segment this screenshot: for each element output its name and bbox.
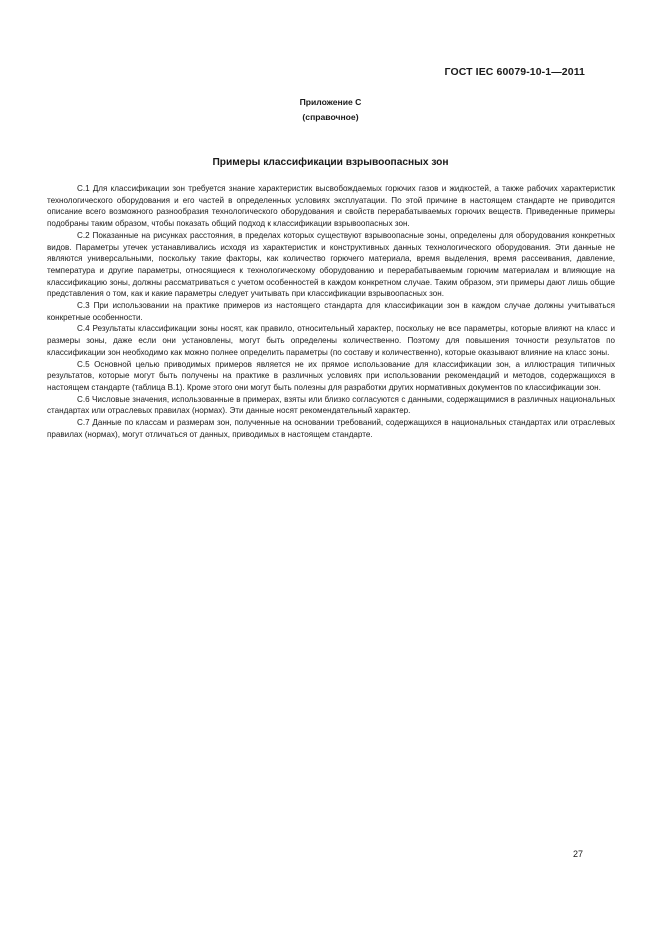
annex-label: Приложение С [299, 97, 362, 107]
page-title: Примеры классификации взрывоопасных зон [212, 157, 449, 168]
paragraph-c4: С.4 Результаты классификации зоны носят, как правило, относительный характер, поскольку не все параметры, которые влияют на класс и размеры зоны, даже если они установлены, могут быть определены количественно. Поэтому для повышения точности результатов по классификации зон необходимо как можно полнее определить параметры (по составу и количественно), которые оказывают влияние на класс зоны. [47, 324, 615, 357]
paragraph-c3: С.3 При использовании на практике примеров из настоящего стандарта для классификации зон в каждом случае должны учитываться конкретные особенности. [47, 301, 615, 322]
paragraph-c2: С.2 Показанные на рисунках расстояния, в пределах которых существуют взрывоопасные зоны, определены для оборудования конкретных видов. Параметры утечек устанавливались исходя из характеристик и конструктивных данных технологического оборудования. Эти данные не являются универсальными, поскольку такие факторы, как количество горючего материала, время выделения, время рассеивания, давление, температура и другие параметры, относящиеся к технологическому оборудованию и перерабатываемым горючим материалам и влияющие на классификацию зоны, должны рассматриваться с учетом особенностей в каждом конкретном случае. Таким образом, эти примеры дают лишь общие представления о том, как и какие параметры следует учитывать при классификации взрывоопасных зон. [47, 230, 615, 299]
annex-type: (справочное) [302, 112, 359, 122]
paragraph-c5: С.5 Основной целью приводимых примеров является не их прямое использование для классификации зон, а иллюстрация типичных результатов, которые могут быть получены на практике в различных условиях при использовании рекомендаций и методов, содержащихся в настоящем стандарте (таблица В.1). Кроме этого они могут быть полезны для разработки других нормативных документов по классификации зон. [47, 359, 615, 392]
document-code: ГОСТ IEC 60079-10-1—2011 [444, 66, 585, 78]
body-text [47, 183, 615, 440]
annex-heading [0, 95, 661, 125]
page-number: 27 [572, 849, 583, 859]
paragraph-c7: С.7 Данные по классам и размерам зон, полученные на основании требований, содержащихся в национальных стандартах или отраслевых правилах (нормах), могут отличаться от данных, приводимых в настоящем стандарте. [47, 418, 615, 439]
paragraph-c1: С.1 Для классификации зон требуется знание характеристик высвобождаемых горючих газов и жидкостей, а также рабочих характеристик технологического оборудования и его частей в определенных условиях эксплуатации. По этой причине в настоящем стандарте не приводится описание всего возможного разнообразия технологического оборудования и свойств перерабатываемых горючих веществ. Приведенные примеры подобраны таким образом, чтобы показать общий подход к классификации взрывоопасных зон. [47, 184, 615, 229]
paragraph-c6: С.6 Числовые значения, использованные в примерах, взяты или близко согласуются с данными, содержащимися в различных национальных стандартах или отраслевых правилах (нормах). Эти данные носят рекомендательный характер. [47, 394, 615, 416]
